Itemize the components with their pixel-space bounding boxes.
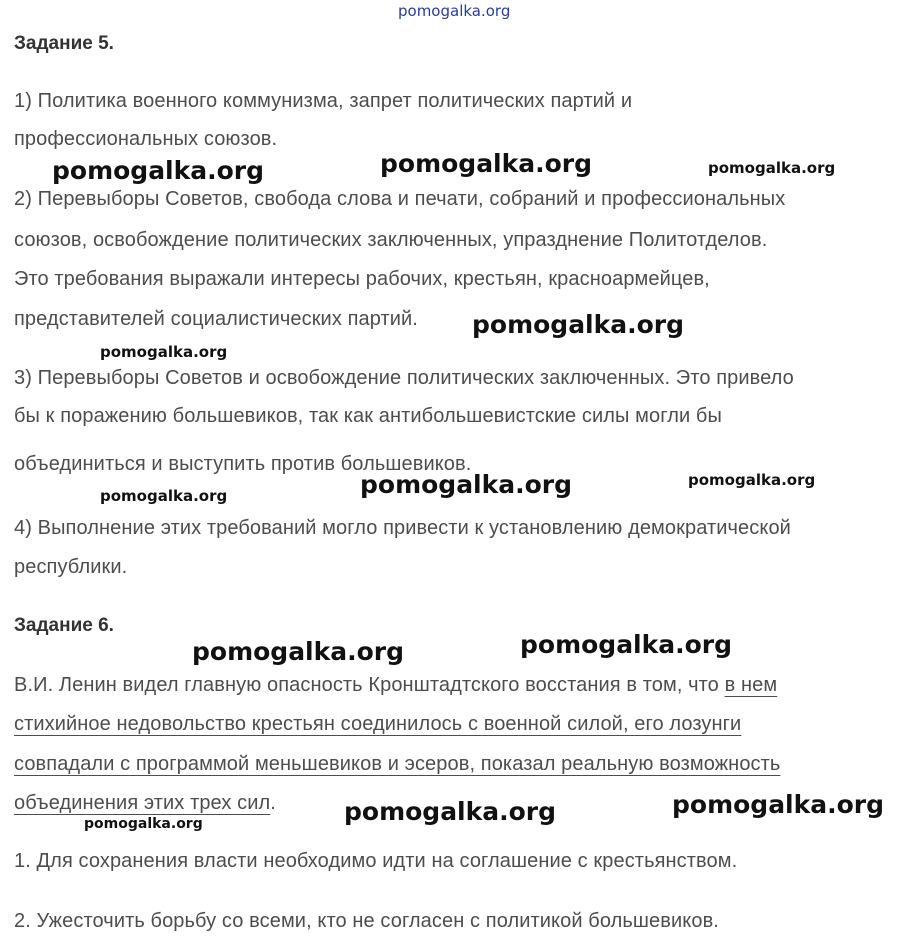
task6-intro-underlined-1: в нем	[724, 674, 778, 696]
task5-p4-line1: 4) Выполнение этих требований могло привести к установлению демократической	[14, 517, 791, 539]
task6-intro-end: .	[270, 792, 276, 814]
task5-p1-line2: профессиональных союзов.	[14, 128, 278, 150]
task5-p2-line2: союзов, освобождение политических заключенных, упразднение Политотделов.	[14, 229, 768, 251]
task5-p3-line1: 3) Перевыборы Советов и освобождение политических заключенных. Это привело	[14, 367, 794, 389]
task5-p2-line4: представителей социалистических партий.	[14, 308, 418, 330]
watermark: pomogalka.org	[672, 790, 885, 819]
task6-item1: 1. Для сохранения власти необходимо идти на соглашение с крестьянством.	[14, 850, 738, 872]
task5-p2-line1: 2) Перевыборы Советов, свобода слова и печати, собраний и профессиональных	[14, 188, 786, 210]
task6-intro-underlined-2: стихийное недовольство крестьян соединилось с военной силой, его лозунги	[14, 713, 742, 735]
watermark: pomogalka.org	[84, 816, 203, 832]
task6-heading: Задание 6.	[14, 615, 114, 636]
task6-intro-underlined-4: объединения этих трех сил	[14, 792, 271, 814]
watermark: pomogalka.org	[708, 159, 836, 177]
watermark: pomogalka.org	[472, 310, 685, 339]
watermark: pomogalka.org	[100, 343, 228, 361]
watermark: pomogalka.org	[52, 156, 265, 185]
watermark: pomogalka.org	[688, 471, 816, 489]
watermark: pomogalka.org	[380, 149, 593, 178]
task6-item2: 2. Ужесточить борьбу со всеми, кто не согласен с политикой большевиков.	[14, 910, 719, 932]
watermark: pomogalka.org	[360, 470, 573, 499]
watermark: pomogalka.org	[100, 487, 228, 505]
task6-intro-line4	[14, 792, 276, 815]
task5-p3-line2: бы к поражению большевиков, так как антибольшевистские силы могли бы	[14, 405, 722, 427]
watermark: pomogalka.org	[192, 637, 405, 666]
task5-heading: Задание 5.	[14, 33, 114, 54]
task6-intro-plain: В.И. Ленин видел главную опасность Кронштадтского восстания в том, что	[14, 674, 725, 696]
task6-intro-line1	[14, 674, 777, 697]
task6-intro-underlined-3: совпадали с программой меньшевиков и эсеров, показал реальную возможность	[14, 753, 781, 775]
watermark: pomogalka.org	[344, 797, 557, 826]
task5-p4-line2: республики.	[14, 556, 128, 578]
watermark: pomogalka.org	[520, 630, 733, 659]
task5-p1-line1: 1) Политика военного коммунизма, запрет политических партий и	[14, 90, 633, 112]
task5-p2-line3: Это требования выражали интересы рабочих, крестьян, красноармейцев,	[14, 268, 710, 290]
task5-p3-line3: объединиться и выступить против большевиков.	[14, 453, 472, 475]
header-watermark: pomogalka.org	[398, 2, 511, 20]
